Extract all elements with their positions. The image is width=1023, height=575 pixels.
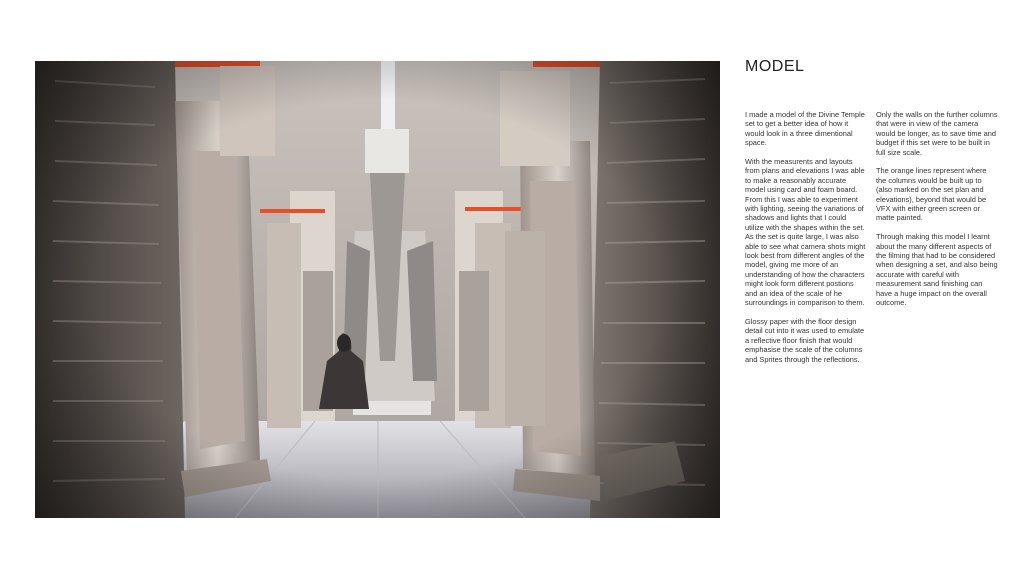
page-title: MODEL — [745, 58, 805, 75]
paragraph: With the measurents and layouts from plans and elevations I was able to make a reasonably accurate model using card and foam board. From this I was able to experiment with lighting, seeing the variations of shadows and lights that I could utilize with the shapes within the set. As the set is quite large, I was also able to see what camera shots might look best from different angles of the model, giving me more of an understanding of how the characters might look form different postions and an idea of the scale of he surroundings in comparison to them. — [745, 157, 866, 308]
description-left-column — [745, 110, 867, 373]
paragraph: I made a model of the Divine Temple set to get a better idea of how it would look in a three dimentional space. — [745, 110, 865, 148]
paragraph: Glossy paper with the floor design detail cut into it was used to emulate a reflective floor finish that would emphasise the scale of the columns and Sprites through the reflections. — [745, 316, 865, 364]
paragraph: Only the walls on the further columns that were in view of the camera would be longer, as to save time and budget if this set were to be built in full size scale. — [876, 110, 998, 157]
paragraph: Through making this model I learnt about the many different aspects of the filming that had to be considered when designing a set, and also being accurate with careful with measurement sand finishing can have a huge impact on the overall outcome. — [876, 232, 998, 308]
paragraph: The orange lines represent where the columns would be built up to (also marked on the set plan and elevations), beyond that would be VFX with either green screen or matte painted. — [876, 166, 987, 223]
model-photo — [35, 61, 720, 518]
description-right-column — [876, 110, 998, 317]
